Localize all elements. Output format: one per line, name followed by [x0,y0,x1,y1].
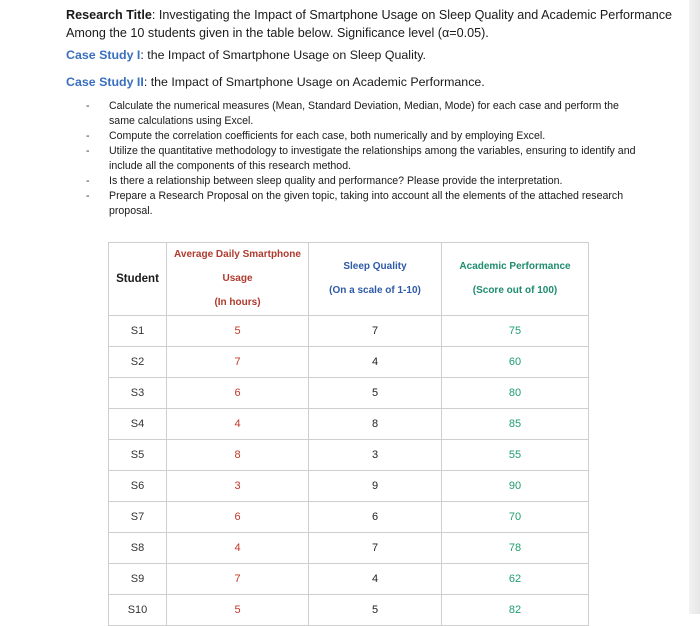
table-row [109,409,589,440]
task-item [86,99,646,129]
header-student: Student [109,243,167,316]
cell-usage: 5 [167,316,309,347]
task-item [86,189,646,219]
cell-student: S3 [109,378,167,409]
cell-sleep: 7 [309,316,442,347]
cell-performance: 70 [442,502,589,533]
cell-student: S8 [109,533,167,564]
cell-sleep: 9 [309,471,442,502]
cell-usage: 7 [167,564,309,595]
bullet-dash: - [86,175,90,187]
header-sleep-unit: (On a scale of 1-10) [329,285,421,296]
bullet-dash: - [86,100,90,112]
cell-performance: 75 [442,316,589,347]
case-study-1-label: Case Study I [66,48,141,62]
cell-usage: 5 [167,595,309,626]
task-text: Calculate the numerical measures (Mean, Standard Deviation, Median, Mode) for each case and perform the same calculations using Excel. [109,100,619,127]
task-item [86,129,646,144]
cell-performance: 55 [442,440,589,471]
table-row [109,502,589,533]
header-performance-title: Academic Performance [459,261,571,272]
cell-performance: 85 [442,409,589,440]
cell-sleep: 8 [309,409,442,440]
data-table-container [108,242,588,616]
task-text: Compute the correlation coefficients for each case, both numerically and by employing Excel. [109,130,546,142]
header-usage [167,243,309,316]
page-edge-shadow [689,0,700,614]
cell-sleep: 5 [309,378,442,409]
bullet-dash: - [86,130,90,142]
table-row [109,471,589,502]
bullet-dash: - [86,190,90,202]
cell-usage: 4 [167,409,309,440]
header-performance-unit: (Score out of 100) [472,285,558,296]
case-study-2 [66,73,485,91]
bullet-dash: - [86,145,90,157]
data-table [108,242,589,626]
cell-sleep: 5 [309,595,442,626]
table-row [109,378,589,409]
table-row [109,316,589,347]
cell-sleep: 3 [309,440,442,471]
table-row [109,347,589,378]
research-title [66,6,686,42]
cell-sleep: 4 [309,564,442,595]
cell-usage: 7 [167,347,309,378]
cell-performance: 90 [442,471,589,502]
case-study-2-text: : the Impact of Smartphone Usage on Academic Performance. [143,75,485,89]
cell-performance: 82 [442,595,589,626]
task-item [86,174,646,189]
cell-sleep: 4 [309,347,442,378]
cell-student: S10 [109,595,167,626]
cell-student: S4 [109,409,167,440]
cell-student: S6 [109,471,167,502]
header-sleep [309,243,442,316]
task-text: Utilize the quantitative methodology to investigate the relationships among the variables, ensuring to identify and include all the components of this research method. [109,145,636,172]
cell-usage: 4 [167,533,309,564]
case-study-2-label: Case Study II [66,75,144,89]
task-item [86,144,646,174]
task-text: Prepare a Research Proposal on the given topic, taking into account all the elements of the attached research proposal. [109,190,624,217]
research-title-label: Research Title [66,8,152,22]
table-row [109,564,589,595]
table-row [109,440,589,471]
header-sleep-title: Sleep Quality [343,261,407,272]
table-header-row [109,243,589,316]
cell-usage: 8 [167,440,309,471]
cell-usage: 6 [167,502,309,533]
cell-usage: 3 [167,471,309,502]
header-usage-unit: (In hours) [214,297,261,308]
task-text: Is there a relationship between sleep quality and performance? Please provide the interpretation. [109,175,563,187]
research-title-text: : Investigating the Impact of Smartphone Usage on Sleep Quality and Academic Performance Among the 10 students given in the table below. Significance level (α=0.05). [66,8,673,40]
cell-sleep: 7 [309,533,442,564]
cell-student: S5 [109,440,167,471]
table-row [109,595,589,626]
cell-sleep: 6 [309,502,442,533]
cell-student: S9 [109,564,167,595]
cell-student: S7 [109,502,167,533]
header-performance [442,243,589,316]
case-study-1-text: : the Impact of Smartphone Usage on Sleep Quality. [140,48,426,62]
header-usage-title: Average Daily Smartphone Usage [174,249,301,284]
cell-performance: 60 [442,347,589,378]
cell-student: S1 [109,316,167,347]
cell-performance: 62 [442,564,589,595]
task-list [86,99,646,219]
table-row [109,533,589,564]
cell-performance: 80 [442,378,589,409]
case-study-1 [66,46,426,64]
cell-usage: 6 [167,378,309,409]
cell-student: S2 [109,347,167,378]
cell-performance: 78 [442,533,589,564]
